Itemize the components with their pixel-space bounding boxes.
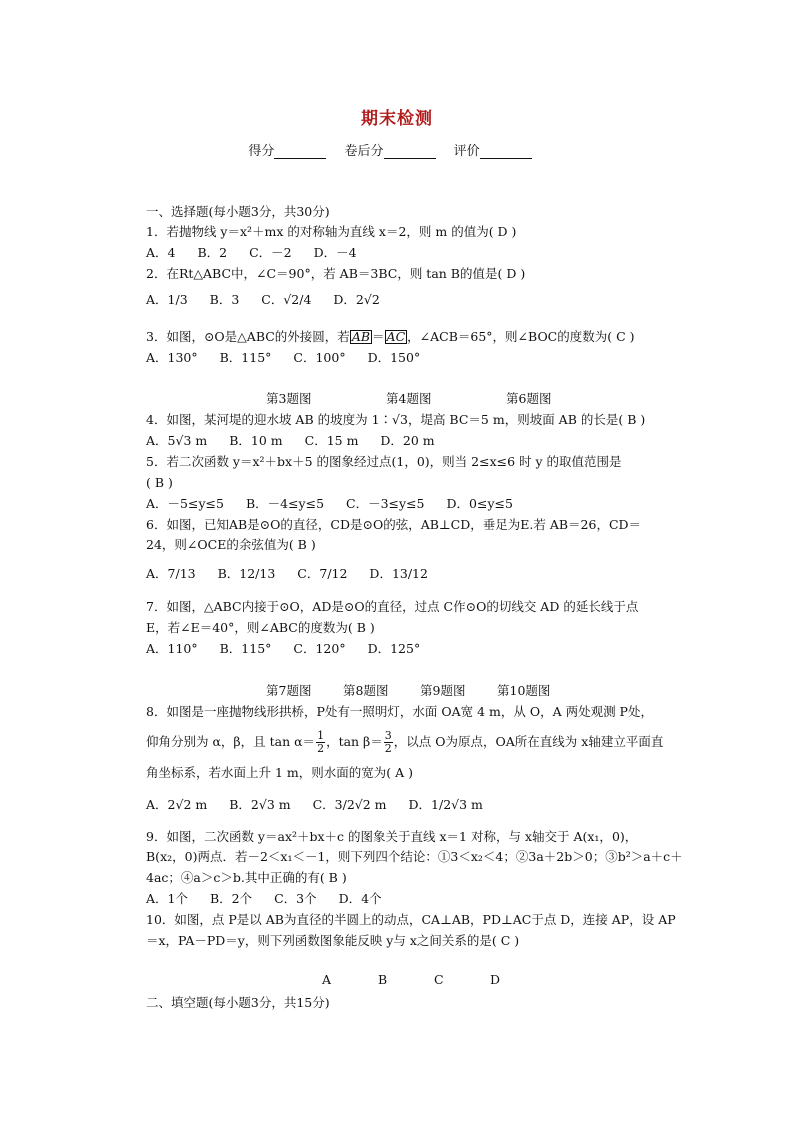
figure-caption: 第3题图 <box>266 391 312 406</box>
question-10: 10．如图，点 P是以 AB为直径的半圆上的动点，CA⊥AB，PD⊥AC于点 D，连接 AP，设 AP <box>146 912 676 927</box>
score-label: 得分 <box>248 144 275 159</box>
option: A．2√2 m <box>146 797 208 812</box>
figure-caption: 第7题图 <box>266 683 312 698</box>
option: B．－4≤y≤5 <box>245 496 325 511</box>
option: A．130° <box>146 350 198 365</box>
evaluation-blank <box>480 158 532 159</box>
question-4: 4．如图，某河堤的迎水坡 AB 的坡度为 1∶√3，堤高 BC＝5 m，则坡面 AB 的长是( B ) <box>146 412 646 427</box>
question-10-line2: ＝x，PA－PD＝y，则下列函数图象能反映 y与 x之间关系的是( C ) <box>146 933 520 948</box>
option: D．0≤y≤5 <box>446 496 513 511</box>
numerator: 3 <box>384 729 392 742</box>
figure-caption: 第4题图 <box>386 391 432 406</box>
option: B．2个 <box>209 891 253 906</box>
question-8: 8．如图是一座抛物线形拱桥，P处有一照明灯，水面 OA宽 4 m，从 O，A 两处观测 P处， <box>146 704 653 719</box>
question-2-options <box>146 292 398 308</box>
q8-text-b1: 仰角分别为 α，β，且 tan α＝ <box>146 734 316 749</box>
graph-label: A <box>322 972 332 987</box>
question-3-options <box>146 350 438 366</box>
figure-caption: 第6题图 <box>506 391 552 406</box>
question-6-cont: 24，则∠OCE的余弦值为( B ) <box>146 537 316 552</box>
denominator: 2 <box>317 742 325 755</box>
score-line <box>0 140 794 159</box>
option: A．1个 <box>146 891 188 906</box>
figure-caption: 第10题图 <box>497 683 551 698</box>
q8-text-b2: ，tan β＝ <box>326 734 383 749</box>
option: C．7/12 <box>297 566 348 581</box>
section2-heading: 二、填空题(每小题3分，共15分) <box>146 995 330 1010</box>
denominator: 2 <box>384 742 392 755</box>
graph-label: C <box>434 972 444 987</box>
option: B．115° <box>219 641 272 656</box>
option: B．10 m <box>229 433 283 448</box>
option: C．100° <box>293 350 346 365</box>
option: B．12/13 <box>217 566 276 581</box>
question-3-text-b: ，∠ACB＝65°，则∠BOC的度数为( C ) <box>407 329 635 344</box>
question-9: 9．如图，二次函数 y＝ax²＋bx＋c 的图象关于直线 x＝1 对称，与 x轴交于 A(x₁，0)， <box>146 829 638 844</box>
q8-text-b3: ，以点 O为原点，OA所在直线为 x轴建立平面直 <box>393 734 664 749</box>
figure-caption: 第8题图 <box>343 683 389 698</box>
paper-score-label: 卷后分 <box>344 144 384 159</box>
question-5-answer: ( B ) <box>146 475 173 490</box>
option: A．7/13 <box>146 566 196 581</box>
question-7-cont: E，若∠E＝40°，则∠ABC的度数为( B ) <box>146 620 375 635</box>
option: D．1/2√3 m <box>408 797 483 812</box>
graph-label: B <box>378 972 388 987</box>
option: C．√2/4 <box>261 292 312 307</box>
paper-score-blank <box>384 158 436 159</box>
option: C．3个 <box>274 891 317 906</box>
question-7-options <box>146 641 438 657</box>
question-2: 2．在Rt△ABC中，∠C＝90°，若 AB＝3BC，则 tan B的值是( D ) <box>146 266 526 281</box>
question-7: 7．如图，△ABC内接于⊙O，AD是⊙O的直径，过点 C作⊙O的切线交 AD 的延长线于点 <box>146 599 639 614</box>
question-3 <box>146 329 635 345</box>
question-3-text-a: 3．如图，⊙O是△ABC的外接圆，若 <box>146 329 350 344</box>
option: A．－5≤y≤5 <box>146 496 224 511</box>
option: B．115° <box>219 350 272 365</box>
option: B．2√3 m <box>229 797 291 812</box>
arc-ab: AB <box>351 329 371 344</box>
question-9-options <box>146 891 400 907</box>
option: C．3/2√2 m <box>312 797 387 812</box>
option: A．110° <box>146 641 198 656</box>
numerator: 1 <box>317 729 325 742</box>
question-9-line3: 4ac；④a＞c＞b.其中正确的有( B ) <box>146 870 347 885</box>
option: D．20 m <box>380 433 435 448</box>
option: D．13/12 <box>369 566 428 581</box>
figure-caption: 第9题图 <box>420 683 466 698</box>
score-blank <box>274 158 326 159</box>
page-title: 期末检测 <box>361 109 433 129</box>
question-4-options <box>146 433 453 449</box>
option: C．15 m <box>304 433 359 448</box>
option: D．4个 <box>338 891 382 906</box>
question-6-options <box>146 566 446 582</box>
arc-ac: AC <box>386 329 406 344</box>
fraction-three-halves <box>384 730 393 755</box>
question-6: 6．如图，已知AB是⊙O的直径，CD是⊙O的弦，AB⊥CD，垂足为E.若 AB＝26，CD＝ <box>146 517 642 532</box>
section1-heading: 一、选择题(每小题3分，共30分) <box>146 204 330 219</box>
option: C．－3≤y≤5 <box>346 496 425 511</box>
question-1: 1．若抛物线 y＝x²＋mx 的对称轴为直线 x＝2，则 m 的值为( D ) <box>146 224 517 239</box>
option: D．150° <box>367 350 421 365</box>
option: D．2√2 <box>333 292 380 307</box>
question-8-line3: 角坐标系，若水面上升 1 m，则水面的宽为( A ) <box>146 765 413 780</box>
graph-label: D <box>490 972 501 987</box>
evaluation-label: 评价 <box>453 144 480 159</box>
question-5: 5．若二次函数 y＝x²＋bx＋5 的图象经过点(1，0)，则当 2≤x≤6 时 y 的取值范围是 <box>146 454 622 469</box>
question-1-options <box>146 245 375 261</box>
option: C．－2 <box>249 245 292 260</box>
question-8-line2 <box>146 730 663 755</box>
question-9-line2: B(x₂，0)两点．若－2＜x₁＜－1，则下列四个结论：①3＜x₂＜4；②3a＋2b＞0；③b²＞a＋c＋ <box>146 849 683 864</box>
question-8-options <box>146 797 501 813</box>
question-5-options <box>146 496 531 512</box>
option: A．5√3 m <box>146 433 208 448</box>
option: D．－4 <box>313 245 357 260</box>
option: C．120° <box>293 641 346 656</box>
option: D．125° <box>367 641 421 656</box>
equals-sign: ＝ <box>372 329 385 344</box>
fraction-one-half <box>316 730 325 755</box>
option: A．1/3 <box>146 292 188 307</box>
option: A．4 <box>146 245 176 260</box>
option: B．3 <box>209 292 240 307</box>
option: B．2 <box>197 245 228 260</box>
